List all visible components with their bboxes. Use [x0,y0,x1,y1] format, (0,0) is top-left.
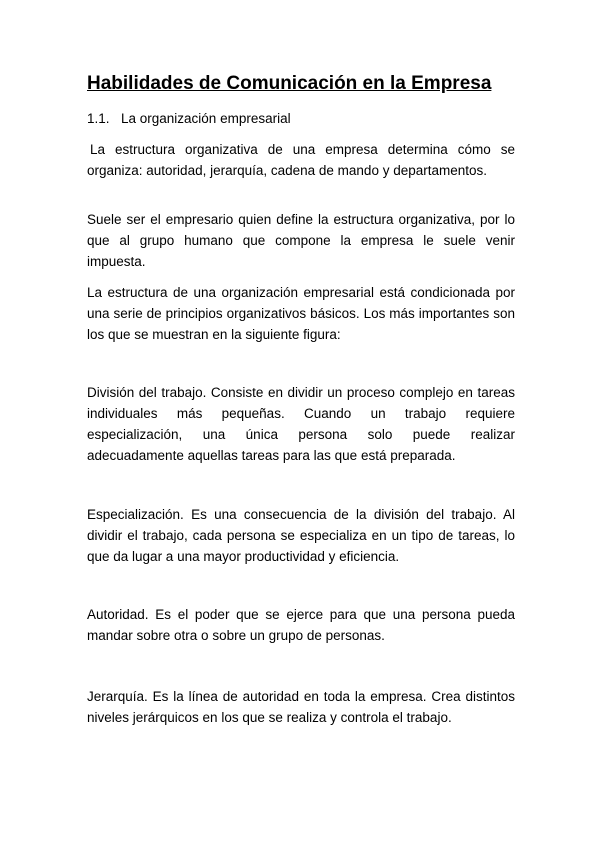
paragraph-especializacion: Especialización. Es una consecuencia de la división del trabajo. Al dividir el trabajo, cada persona se especializa en un tipo de tareas, lo que da lugar a una mayor productividad y eficiencia. [87,507,515,564]
paragraph-division-trabajo: División del trabajo. Consiste en dividir un proceso complejo en tareas individuales más pequeñas. Cuando un trabajo requiere especialización, una única persona solo puede realizar adecuadamente aquellas tareas para las que está preparada. [87,385,515,463]
paragraph-empresario: Suele ser el empresario quien define la estructura organizativa, por lo que al grupo humano que compone la empresa le suele venir impuesta. [87,212,515,269]
paragraph-estructura-organizativa: La estructura organizativa de una empresa determina cómo se organiza: autoridad, jerarquía, cadena de mando y departamentos. [87,142,515,178]
paragraph-autoridad: Autoridad. Es el poder que se ejerce para que una persona pueda mandar sobre otra o sobre un grupo de personas. [87,607,515,643]
section-heading-text: La organización empresarial [121,111,291,126]
paragraph-jerarquia: Jerarquía. Es la línea de autoridad en toda la empresa. Crea distintos niveles jerárquicos en los que se realiza y controla el trabajo. [87,689,515,725]
paragraph-principios: La estructura de una organización empresarial está condicionada por una serie de principios organizativos básicos. Los más importantes son los que se muestran en la siguiente figura: [87,285,515,342]
document-title: Habilidades de Comunicación en la Empresa [87,73,492,94]
section-number: 1.1. [87,111,110,126]
section-heading [87,111,291,126]
